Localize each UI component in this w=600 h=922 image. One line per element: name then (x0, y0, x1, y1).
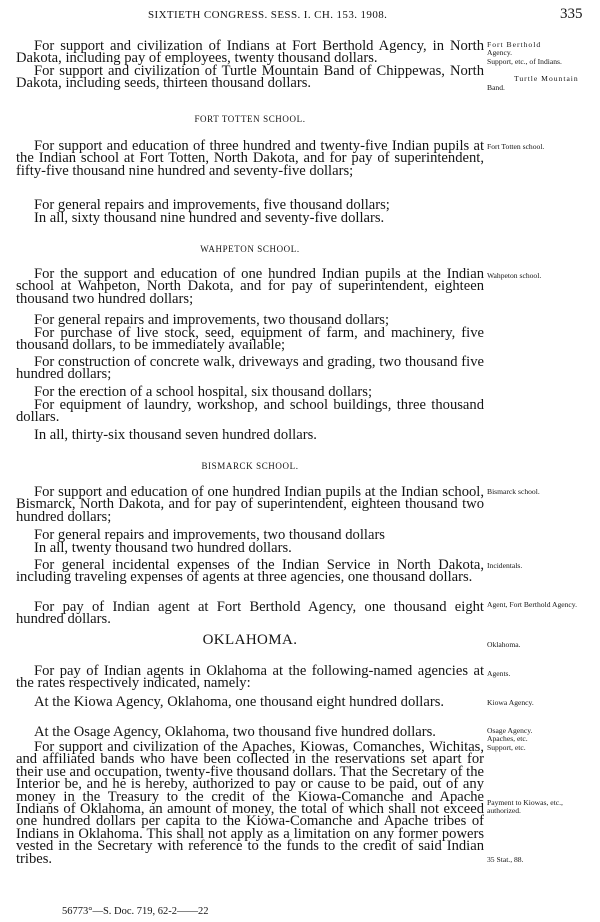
paragraph-wahpeton-livestock: For purchase of live stock, seed, equipment of farm, and machinery, five thousand dollars, to be immediately available; (16, 325, 484, 354)
margin-note-statute-reference: 35 Stat., 88. (487, 855, 524, 864)
margin-note-fort-berthold (487, 41, 595, 66)
paragraph-wahpeton-repairs: For general repairs and improvements, two thousand dollars; (34, 312, 390, 328)
paragraph-wahpeton-concrete: For construction of concrete walk, driveways and grading, two thousand five hundred dollars; (16, 354, 484, 383)
paragraph-apaches-kiowas: For support and civilization of the Apaches, Kiowas, Comanches, Wichitas, and affiliated bands who have been collected in the reservations set apart for their use and occupation, twenty-five thousand dollars. That the Secretary of the Interior be, and he is hereby, authorized to pay or cause to be paid, out of any money in the Treasury to the credit of the Kiowa-Comanche and Apache Indians of Oklahoma, an amount of money, the total of which shall not exceed one hundred dollars per capita to the Kiowa-Comanche and Apache tribes of Indians in Oklahoma. This shall not apply as a limitation on any former powers vested in the Secretary with reference to the funds to the credit of said Indian tribes. (16, 739, 484, 867)
margin-note-line: Apaches, etc. (487, 734, 528, 744)
heading-wahpeton-school: WAHPETON SCHOOL. (200, 244, 300, 254)
paragraph-incidentals: For general incidental expenses of the Indian Service in North Dakota, including traveling expenses of agents at three agencies, one thousand dollars. (16, 557, 484, 586)
heading-bismarck-school: BISMARCK SCHOOL. (201, 461, 299, 471)
margin-note-line: Turtle Mountain (514, 74, 579, 83)
margin-note-line: Agency. (487, 48, 513, 58)
heading-oklahoma: OKLAHOMA. (202, 632, 298, 648)
margin-note-agents: Agents. (487, 669, 511, 678)
paragraph-turtle-mountain: For support and civilization of Turtle Mountain Band of Chippewas, North Dakota, including seeds, thirteen thousand dollars. (16, 63, 484, 92)
margin-note-osage-agency (487, 727, 595, 752)
heading-fort-totten-school: FORT TOTTEN SCHOOL. (194, 114, 306, 124)
page-header (0, 6, 600, 26)
margin-note-band: Band. (487, 83, 505, 92)
margin-note-line: Support, etc. (487, 742, 526, 752)
paragraph-wahpeton-equipment: For equipment of laundry, workshop, and school buildings, three thousand dollars. (16, 397, 484, 426)
margin-note-oklahoma: Oklahoma. (487, 640, 521, 649)
paragraph-fort-totten-repairs: For general repairs and improvements, five thousand dollars; (34, 197, 390, 213)
paragraph-bismarck-total: In all, twenty thousand two hundred dollars. (34, 540, 292, 556)
margin-note-wahpeton-school: Wahpeton school. (487, 271, 542, 280)
paragraph-oklahoma-agents: For pay of Indian agents in Oklahoma at the following-named agencies at the rates respectively indicated, namely: (16, 663, 484, 692)
paragraph-bismarck-education: For support and education of one hundred Indian pupils at the Indian school, Bismarck, North Dakota, and for pay of superintendent, eighteen thousand two hundred dollars; (16, 484, 484, 525)
margin-note-line: Fort Berthold (487, 40, 542, 49)
margin-note-kiowa-agency: Kiowa Agency. (487, 698, 534, 707)
paragraph-wahpeton-hospital: For the erection of a school hospital, six thousand dollars; (34, 384, 373, 400)
margin-note-incidentals: Incidentals. (487, 561, 523, 570)
paragraph-osage-agency: At the Osage Agency, Oklahoma, two thousand five hundred dollars. (34, 724, 436, 740)
margin-note-fort-totten-school: Fort Totten school. (487, 142, 545, 151)
margin-note-agent-fort-berthold: Agent, Fort Berthold Agency. (487, 600, 577, 609)
margin-note-bismarck-school: Bismarck school. (487, 487, 540, 496)
paragraph-fort-berthold: For support and civilization of Indians at Fort Berthold Agency, in North Dakota, including pay of employees, twenty thousand dollars. (16, 38, 484, 67)
footer-imprint: 56773°—S. Doc. 719, 62-2——22 (62, 906, 209, 917)
paragraph-fort-totten-education: For support and education of three hundred and twenty-five Indian pupils at the Indian school at Fort Totten, North Dakota, and for pay of superintendent, fifty-five thousand nine hundred and seventy-five dollars; (16, 138, 484, 179)
running-head: SIXTIETH CONGRESS. SESS. I. CH. 153. 1908. (148, 9, 388, 21)
paragraph-kiowa-agency: At the Kiowa Agency, Oklahoma, one thousand eight hundred dollars. (34, 694, 445, 710)
margin-note-turtle-mountain (514, 75, 598, 83)
paragraph-fort-totten-total: In all, sixty thousand nine hundred and seventy-five dollars. (34, 210, 385, 226)
paragraph-bismarck-repairs: For general repairs and improvements, two thousand dollars (34, 527, 385, 543)
paragraph-wahpeton-education: For the support and education of one hundred Indian pupils at the Indian school at Wahpeton, North Dakota, and for pay of superintendent, eighteen thousand two hundred dollars; (16, 266, 484, 307)
margin-note-line: Osage Agency. (487, 726, 533, 735)
paragraph-fort-berthold-agent: For pay of Indian agent at Fort Berthold Agency, one thousand eight hundred dollars. (16, 599, 484, 628)
page-number: 335 (560, 6, 583, 22)
paragraph-wahpeton-total: In all, thirty-six thousand seven hundred dollars. (34, 427, 317, 443)
margin-note-line: Support, etc., of Indians. (487, 56, 562, 66)
margin-note-payment-kiowas: Payment to Kiowas, etc., authorized. (487, 798, 563, 816)
